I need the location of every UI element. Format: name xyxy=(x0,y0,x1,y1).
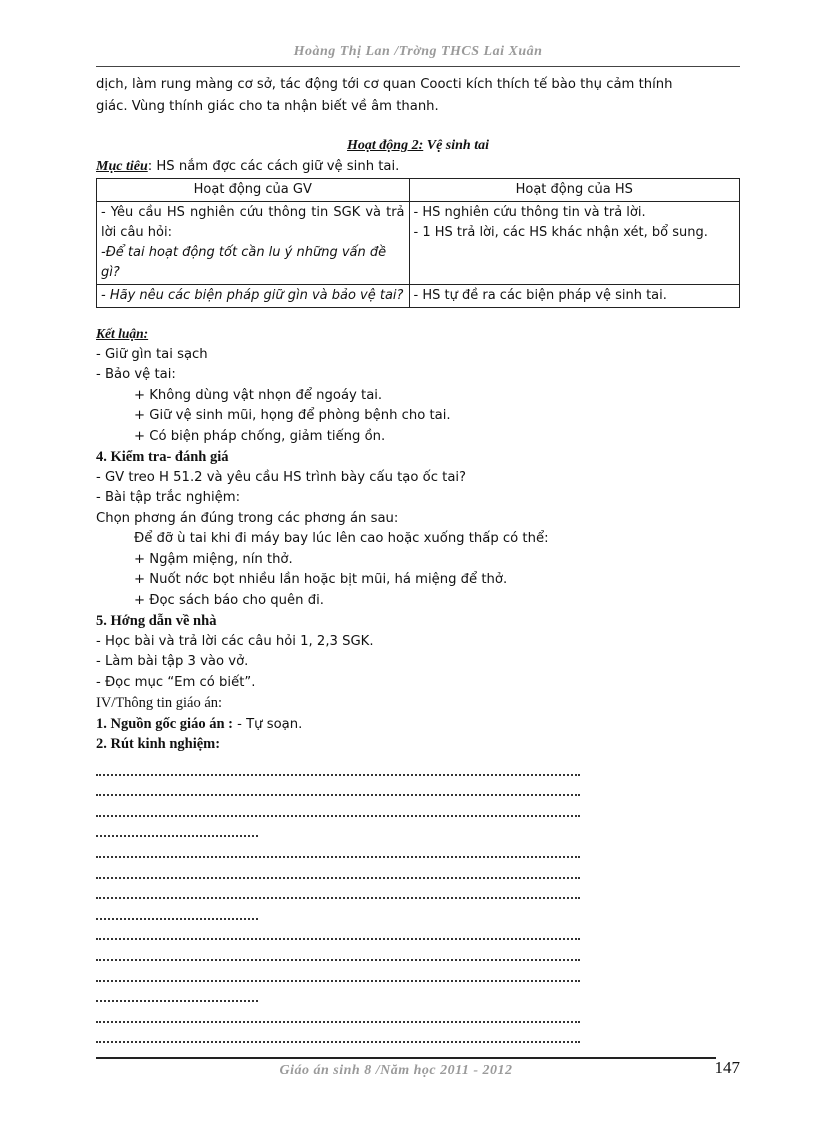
dotted-line xyxy=(96,966,586,987)
activity2-heading-rest: Vệ sinh tai xyxy=(423,138,489,153)
assessment-line-2: - Bài tập trắc nghiệm: xyxy=(96,490,241,505)
quiz-option-1: + Ngậm miệng, nín thở. xyxy=(134,551,293,567)
experience-label: 2. Rút kinh nghiệm: xyxy=(96,736,221,752)
intro-line-2: giác. Vùng thính giác cho ta nhận biết về âm thanh. xyxy=(96,99,439,114)
dotted-line xyxy=(96,925,586,946)
dotted-line xyxy=(96,801,586,822)
col-hs-header: Hoạt động của HS xyxy=(409,179,739,202)
hs-answer-2: - 1 HS trả lời, các HS khác nhận xét, bổ sung. xyxy=(413,225,708,240)
assessment-line-1: - GV treo H 51.2 và yêu cầu HS trình bày cấu tạo ốc tai? xyxy=(96,469,467,485)
intro-paragraph xyxy=(96,74,740,118)
table-header-row xyxy=(97,179,740,202)
dotted-line xyxy=(96,863,586,884)
activity-table xyxy=(96,178,740,308)
activity2-heading xyxy=(96,138,740,154)
objective xyxy=(96,159,399,175)
homework-heading: 5. Hớng dẫn về nhà xyxy=(96,613,217,629)
conclusion-line-2: - Bảo vệ tai: xyxy=(96,367,176,382)
body-content xyxy=(96,324,740,755)
hs-answer-3: - HS tự đề ra các biện pháp vệ sinh tai. xyxy=(413,288,667,303)
quiz-question: Để đỡ ù tai khi đi máy bay lúc lên cao hoặc xuống thấp có thể: xyxy=(134,531,549,546)
footer-rule xyxy=(96,1057,716,1059)
table-row xyxy=(97,202,740,285)
page-header: Hoàng Thị Lan /Trờng THCS Lai Xuân xyxy=(293,44,543,59)
assessment-heading: 4. Kiểm tra- đánh giá xyxy=(96,449,229,465)
quiz-option-3: + Đọc sách báo cho quên đi. xyxy=(134,592,324,608)
assessment-line-3: Chọn phơng án đúng trong các phơng án sau: xyxy=(96,510,399,526)
col-gv-header: Hoạt động của GV xyxy=(97,179,410,202)
quiz-option-2: + Nuốt nớc bọt nhiều lần hoặc bịt mũi, há miệng để thở. xyxy=(134,572,508,587)
gv-cell-2 xyxy=(97,285,410,308)
gv-instruction: - Yêu cầu HS nghiên cứu thông tin SGK và trả lời câu hỏi: xyxy=(101,205,405,240)
dotted-line xyxy=(96,904,586,925)
hs-cell-1 xyxy=(409,202,739,285)
intro-line-1: dịch, làm rung màng cơ sở, tác động tới cơ quan Coocti kích thích tế bào thụ cảm thính xyxy=(96,77,673,92)
info-heading: IV/Thông tin giáo án: xyxy=(96,695,223,711)
header-rule xyxy=(96,66,740,67)
table-row xyxy=(97,285,740,308)
homework-line-3: - Đọc mục “Em có biết”. xyxy=(96,674,256,690)
dotted-line xyxy=(96,884,586,905)
gv-cell-1 xyxy=(97,202,410,285)
gv-question-1: -Để tai hoạt động tốt cần lu ý những vấn đề gì? xyxy=(101,245,387,280)
dotted-line xyxy=(96,760,586,781)
dotted-line xyxy=(96,945,586,966)
conclusion-sub-1: + Không dùng vật nhọn để ngoáy tai. xyxy=(134,387,383,403)
homework-line-2: - Làm bài tập 3 vào vở. xyxy=(96,654,249,669)
dotted-line xyxy=(96,842,586,863)
page-footer: Giáo án sinh 8 /Năm học 2011 - 2012 xyxy=(279,1063,513,1078)
activity2-heading-prefix: Hoạt động 2: xyxy=(347,138,424,153)
dotted-line xyxy=(96,822,586,843)
objective-text: : HS nắm đợc các cách giữ vệ sinh tai. xyxy=(147,159,400,174)
conclusion-line-1: - Giữ gìn tai sạch xyxy=(96,346,208,362)
dotted-line xyxy=(96,1007,586,1028)
objective-label: Mục tiêu xyxy=(96,159,148,174)
source-value: - Tự soạn. xyxy=(232,716,303,732)
dotted-line xyxy=(96,987,586,1008)
dotted-line xyxy=(96,1028,586,1049)
conclusion-label: Kết luận: xyxy=(96,326,149,341)
hs-answer-1: - HS nghiên cứu thông tin và trả lời. xyxy=(413,205,646,220)
conclusion-sub-2: + Giữ vệ sinh mũi, họng để phòng bệnh cho tai. xyxy=(134,408,451,423)
dotted-line xyxy=(96,781,586,802)
page-number: 147 xyxy=(714,1058,740,1077)
gv-question-2: - Hãy nêu các biện pháp giữ gìn và bảo vệ tai? xyxy=(101,288,404,303)
homework-line-1: - Học bài và trả lời các câu hỏi 1, 2,3 SGK. xyxy=(96,633,374,649)
notes-lines xyxy=(96,760,586,1048)
conclusion-sub-3: + Có biện pháp chống, giảm tiếng ồn. xyxy=(134,428,386,444)
hs-cell-2 xyxy=(409,285,739,308)
source-label: 1. Nguồn gốc giáo án : xyxy=(96,715,233,732)
